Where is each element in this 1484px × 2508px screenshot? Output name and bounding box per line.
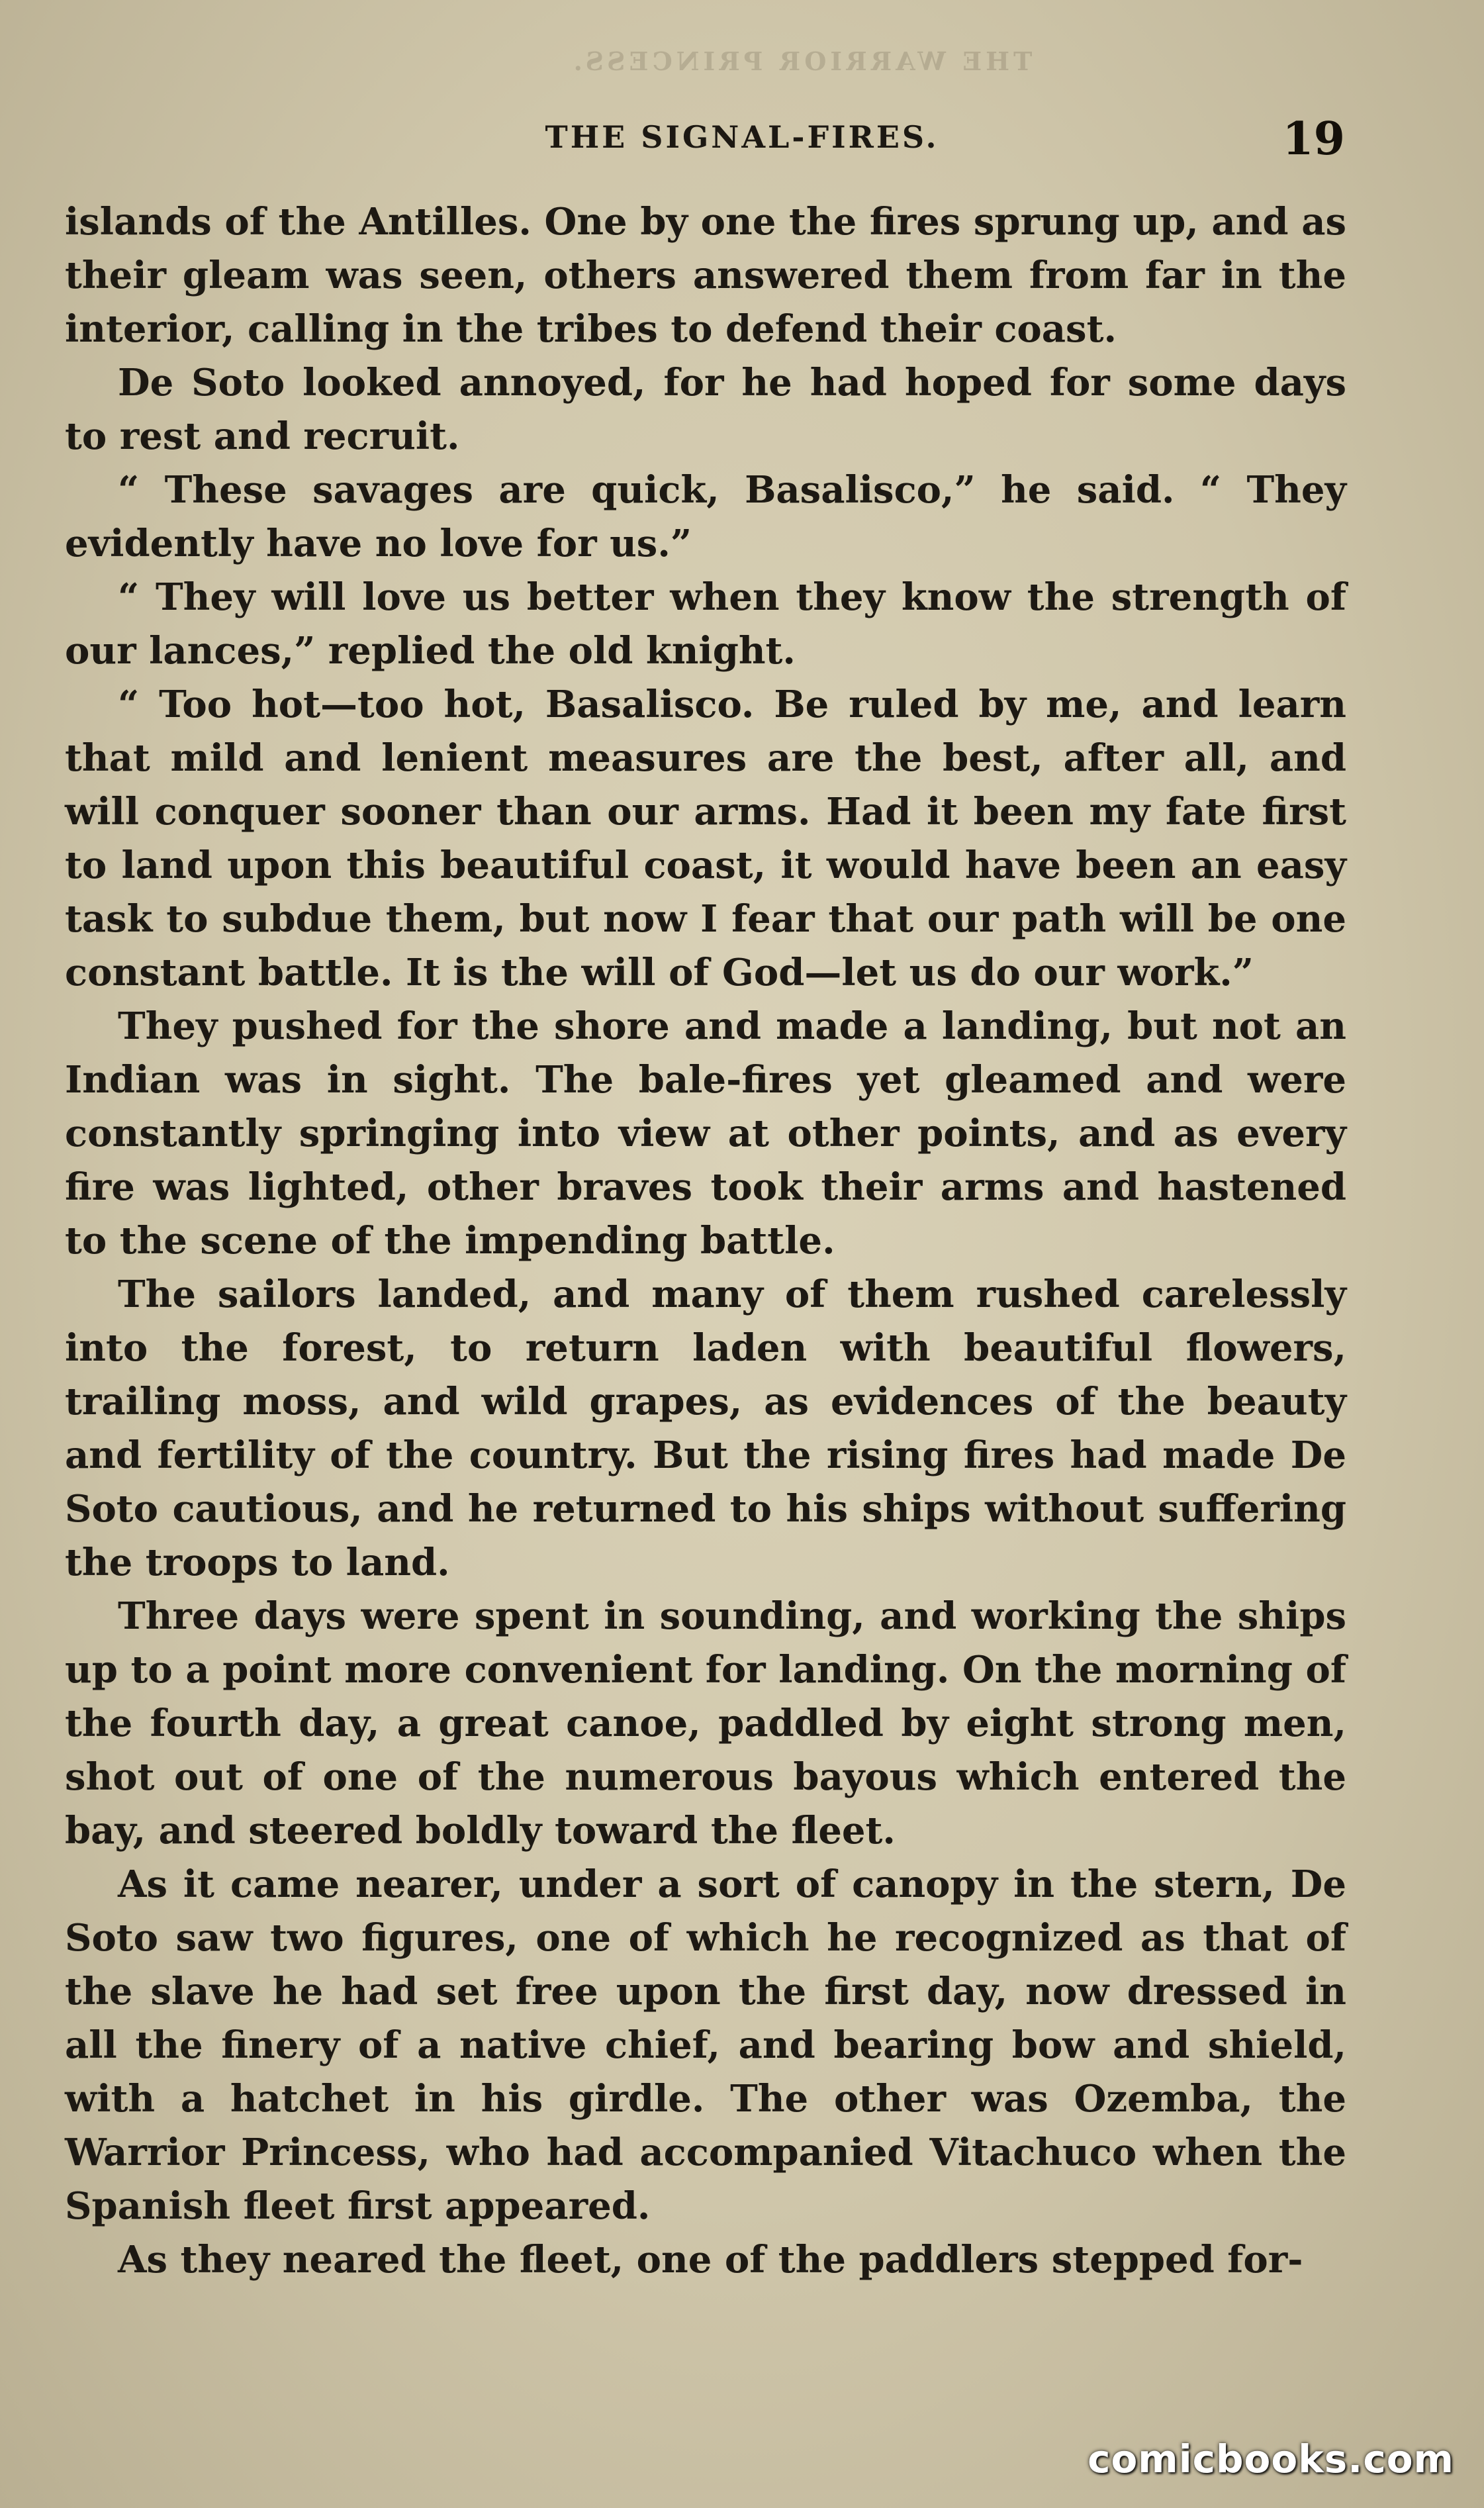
- paragraph: They pushed for the shore and made a landing, but not an Indian was in sight. The bale-fires yet gleamed and were constantly springing into view at other points, and as every fire was lighted, other braves took their arms and hastened to the scene of the impending battle.: [65, 1004, 1346, 1263]
- watermark: comicbooks.com: [1088, 2436, 1454, 2482]
- paragraph: As they neared the fleet, one of the paddlers stepped for-: [118, 2238, 1303, 2282]
- paragraph: “ Too hot—too hot, Basalisco. Be ruled by me, and learn that mild and lenient measures are the best, after all, and will conquer sooner than our arms. Had it been my fate first to land upon this beautiful coast, it would have been an easy task to subdue them, but now I fear that our path will be one constant battle. It is the will of God—let us do our work.”: [65, 683, 1346, 994]
- paragraph: As it came nearer, under a sort of canopy in the stern, De Soto saw two figures, one of which he recognized as that of the slave he had set free upon the first day, now dressed in all the finery of a native chief, and bearing bow and shield, with a hatchet in his girdle. The other was Ozemba, the Warrior Princess, who had accompanied Vitachuco when the Spanish fleet first appeared.: [65, 1862, 1346, 2228]
- body-text: [65, 195, 1346, 2287]
- bleed-through-text: THE WARRIOR PRINCESS.: [569, 46, 1033, 76]
- page-number: 19: [1282, 113, 1345, 166]
- paragraph: The sailors landed, and many of them rushed carelessly into the forest, to return laden with beautiful flowers, trailing moss, and wild grapes, as evidences of the beauty and fertility of the country. But the rising fires had made De Soto cautious, and he returned to his ships without suffering the troops to land.: [65, 1273, 1346, 1584]
- paragraph: islands of the Antilles. One by one the fires sprung up, and as their gleam was seen, others answered them from far in the interior, calling in the tribes to defend their coast.: [65, 200, 1346, 351]
- paragraph: De Soto looked annoyed, for he had hoped for some days to rest and recruit.: [65, 361, 1346, 458]
- running-title: THE SIGNAL-FIRES.: [545, 119, 939, 155]
- paragraph: “ These savages are quick, Basalisco,” he said. “ They evidently have no love for us.”: [65, 468, 1346, 565]
- paragraph: Three days were spent in sounding, and working the ships up to a point more convenient for landing. On the morning of the fourth day, a great canoe, paddled by eight strong men, shot out of one of the numerous bayous which entered the bay, and steered boldly toward the fleet.: [65, 1594, 1346, 1853]
- page-header: [0, 113, 1484, 166]
- paragraph: “ They will love us better when they know the strength of our lances,” replied the old knight.: [65, 575, 1346, 673]
